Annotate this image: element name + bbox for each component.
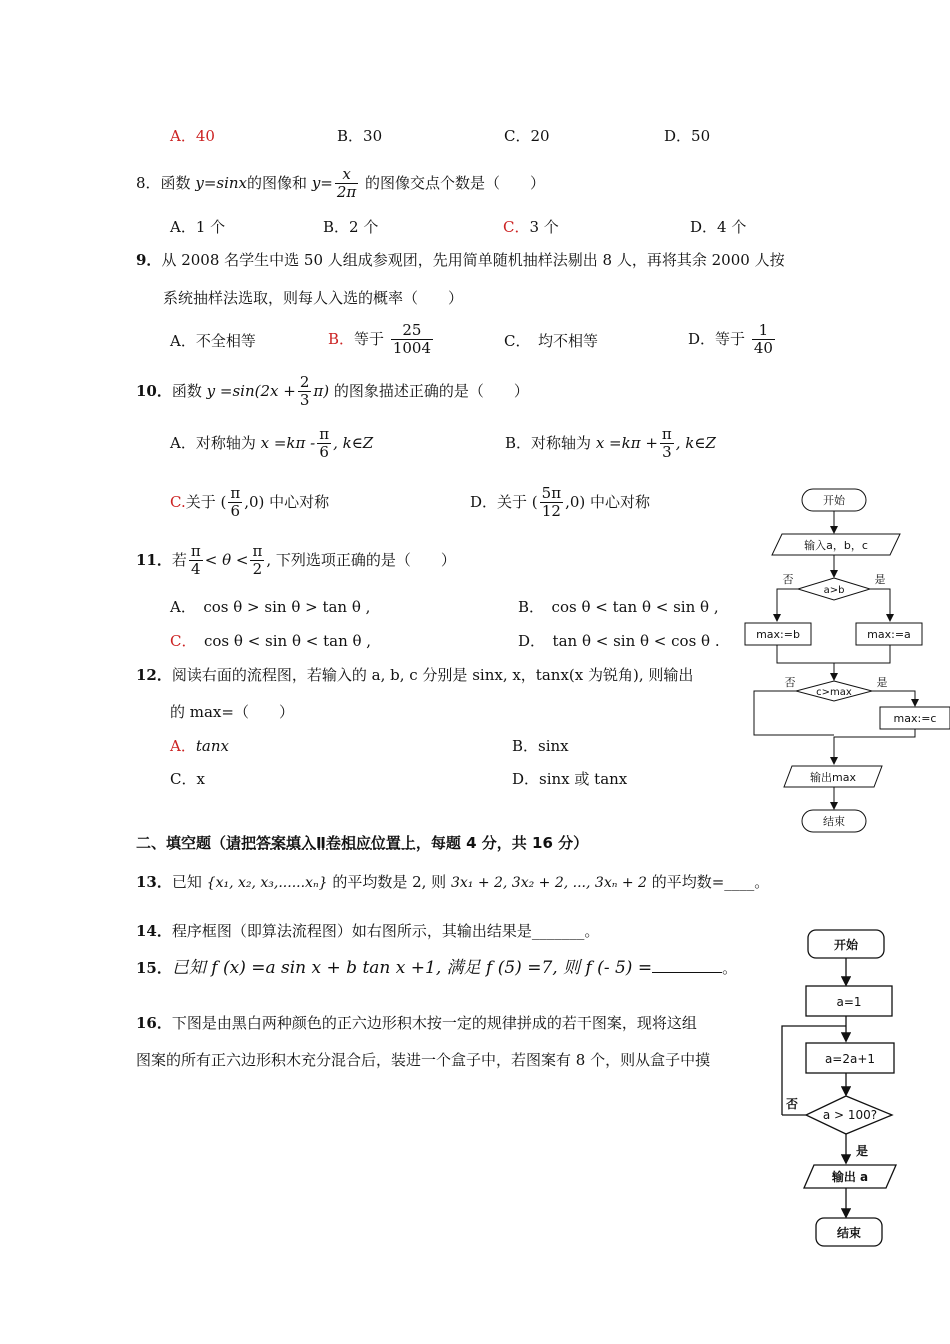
q10-stem: 10．函数 y =sin(2x + $\frac{2}{3}$ π) 的图象描述正确的是（ ） bbox=[136, 373, 529, 410]
q12-option-d: D．sinx 或 tanx bbox=[512, 770, 628, 788]
q8-func1: y=sinx bbox=[195, 173, 248, 192]
q10-expr-b: π) bbox=[313, 381, 330, 400]
q11-stem: 11．若 $\frac{\pi}{4}$ < θ < $\frac{\pi}{2}$ , 下列选项正确的是（ ） bbox=[136, 542, 456, 579]
q10-fraction: $\frac{2}{3}$ bbox=[299, 373, 310, 410]
fc1-maxa-text: max:=a bbox=[867, 628, 911, 641]
q8-number: 8． bbox=[136, 173, 161, 192]
fc1-output-text: 输出max bbox=[810, 771, 856, 784]
q9-line2: 系统抽样法选取，则每人入选的概率（ ） bbox=[163, 289, 464, 307]
q11-option-b: B． cos θ < tan θ < sin θ , bbox=[518, 598, 719, 616]
q14: 14．程序框图（即算法流程图）如右图所示，其输出结果是_______。 bbox=[136, 922, 600, 940]
q12-line1: 12．阅读右面的流程图，若输入的 a, b, c 分别是 sinx, x，tanx(x 为锐角), 则输出 bbox=[136, 666, 694, 684]
fc2-end-text: 结束 bbox=[836, 1226, 862, 1240]
fc2-output-text: 输出 a bbox=[831, 1170, 869, 1184]
q15: 15．已知 f (x) =a sin x + b tan x +1, 满足 f (5) =7, 则 f (- 5) = 。 bbox=[136, 958, 738, 978]
q10-option-d: D．关于 ( $\frac{5\pi}{12}$ ,0) 中心对称 bbox=[470, 484, 650, 521]
q8-stem bbox=[136, 166, 545, 202]
q12-option-c: C．x bbox=[170, 770, 205, 788]
q9-option-d bbox=[688, 322, 777, 358]
fc1-end-text: 结束 bbox=[823, 815, 845, 828]
fc1-yes1-text: 是 bbox=[874, 573, 886, 586]
fc2-start-text: 开始 bbox=[833, 938, 859, 952]
fc1-start-text: 开始 bbox=[823, 494, 845, 507]
q11-option-d: D． tan θ < sin θ < cos θ . bbox=[518, 632, 720, 650]
q11-fraction1: $\frac{\pi}{4}$ bbox=[190, 542, 201, 579]
q12-option-b: B．sinx bbox=[512, 737, 569, 755]
q12-option-a: A．tanx bbox=[170, 737, 229, 755]
fc1-cond2-text: c>max bbox=[816, 687, 852, 698]
q7-option-a: A．40 bbox=[170, 127, 215, 145]
q8-option-d: D．4 个 bbox=[690, 218, 747, 236]
q8-pre: 函数 bbox=[160, 173, 191, 192]
fc1-no1-text: 否 bbox=[782, 573, 794, 586]
q7-option-c: C．20 bbox=[504, 127, 550, 145]
section2-title: 二、填空题（请把答案填入Ⅱ卷相应位置上，每题 4 分，共 16 分） bbox=[136, 834, 589, 852]
q10-expr-a: y =sin(2x + bbox=[206, 381, 296, 400]
q11-fraction2: $\frac{\pi}{2}$ bbox=[252, 542, 263, 579]
q7-option-b: B．30 bbox=[337, 127, 383, 145]
q16-line1: 16．下图是由黑白两种颜色的正六边形积木按一定的规律拼成的若干图案，现将这组 bbox=[136, 1014, 697, 1032]
q8-fraction: $\frac{x}{2\pi}$ bbox=[336, 165, 357, 202]
q16-line2: 图案的所有正六边形积木充分混合后，装进一个盒子中，若图案有 8 个，则从盒子中摸 bbox=[136, 1051, 711, 1069]
q8-option-b: B．2 个 bbox=[323, 218, 379, 236]
q9-option-c: C． 均不相等 bbox=[504, 332, 598, 350]
q8-option-c: C．3 个 bbox=[503, 218, 559, 236]
q13: 13．已知 {x₁, x₂, x₃,......xₙ} 的平均数是 2, 则 3x₁ + 2, 3x₂ + 2, ..., 3xₙ + 2 的平均数=____。 bbox=[136, 873, 770, 891]
q9-b-text: 等于 bbox=[354, 329, 385, 348]
q9-option-b bbox=[328, 322, 435, 358]
q10-option-b: B．对称轴为 x =kπ + $\frac{\pi}{3}$ , k∈Z bbox=[505, 425, 716, 462]
q9-d-fraction: $\frac{1}{40}$ bbox=[753, 321, 773, 358]
fc1-no2-text: 否 bbox=[784, 676, 796, 689]
q9-b-fraction: $\frac{25}{1004}$ bbox=[392, 321, 432, 358]
flowchart-max bbox=[742, 485, 950, 835]
fc2-update-text: a=2a+1 bbox=[824, 1052, 876, 1066]
fc1-yes2-text: 是 bbox=[876, 676, 888, 689]
q10-c-fraction: $\frac{\pi}{6}$ bbox=[230, 484, 241, 521]
fc1-cond1-text: a>b bbox=[823, 585, 845, 596]
q7-option-d: D．50 bbox=[664, 127, 711, 145]
q9-option-a: A．不全相等 bbox=[170, 332, 256, 350]
q11-option-a: A． cos θ > sin θ > tan θ , bbox=[170, 598, 371, 616]
q10-a-fraction: $\frac{\pi}{6}$ bbox=[319, 425, 330, 462]
flowchart-loop bbox=[778, 922, 948, 1252]
q10-b-fraction: $\frac{\pi}{3}$ bbox=[661, 425, 672, 462]
q9-b-label: B． bbox=[328, 329, 355, 348]
fc2-yes-text: 是 bbox=[855, 1144, 869, 1158]
fc2-init-text: a=1 bbox=[836, 995, 862, 1009]
fc2-no-text: 否 bbox=[785, 1097, 799, 1111]
q10-option-a: A．对称轴为 x =kπ - $\frac{\pi}{6}$ , k∈Z bbox=[170, 425, 374, 462]
q11-option-c: C． cos θ < sin θ < tan θ , bbox=[170, 632, 372, 650]
fc1-maxc-text: max:=c bbox=[893, 712, 937, 725]
q8-option-a: A．1 个 bbox=[170, 218, 226, 236]
q8-mid: 的图像和 bbox=[247, 173, 308, 192]
q9-d-text: D．等于 bbox=[688, 329, 746, 348]
q10-d-fraction: $\frac{5\pi}{12}$ bbox=[541, 484, 562, 521]
q8-post: 的图像交点个数是（ ） bbox=[365, 173, 546, 192]
fc1-maxb-text: max:=b bbox=[756, 628, 800, 641]
q10-option-c: C.关于 ( $\frac{\pi}{6}$ ,0) 中心对称 bbox=[170, 484, 330, 521]
fc1-input-text: 输入a，b，c bbox=[804, 539, 868, 552]
fc2-cond-text: a > 100? bbox=[822, 1108, 878, 1122]
q9-line1: 9．从 2008 名学生中选 50 人组成参观团，先用简单随机抽样法剔出 8 人，再将其余 2000 人按 bbox=[136, 251, 785, 269]
q12-line2: 的 max=（ ） bbox=[170, 703, 294, 721]
q8-func2: y= bbox=[311, 173, 333, 192]
